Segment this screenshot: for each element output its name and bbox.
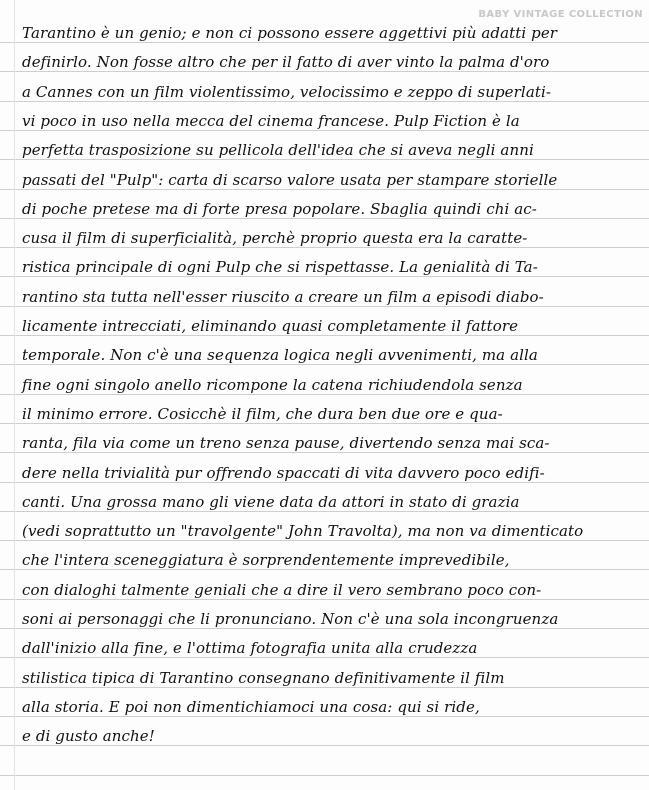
text-line: a Cannes con un film violentissimo, velocissimo e zeppo di superlati- bbox=[22, 83, 552, 101]
text-line: soni ai personaggi che li pronunciano. Non c'è una sola incongruenza bbox=[22, 610, 559, 628]
text-line: canti. Una grossa mano gli viene data da attori in stato di grazia bbox=[22, 493, 520, 511]
text-line: passati del "Pulp": carta di scarso valore usata per stampare storielle bbox=[22, 171, 558, 189]
text-line: cusa il film di superficialità, perchè proprio questa era la caratte- bbox=[22, 229, 528, 247]
text-line: rantino sta tutta nell'esser riuscito a creare un film a episodi diabo- bbox=[22, 288, 544, 306]
text-line: con dialoghi talmente geniali che a dire il vero sembrano poco con- bbox=[22, 581, 542, 599]
text-line: perfetta trasposizione su pellicola dell'idea che si aveva negli anni bbox=[22, 141, 534, 159]
text-line: licamente intrecciati, eliminando quasi completamente il fattore bbox=[22, 317, 519, 335]
text-line: vi poco in uso nella mecca del cinema francese. Pulp Fiction è la bbox=[22, 112, 520, 130]
text-line: ranta, fila via come un treno senza pause, divertendo senza mai sca- bbox=[22, 434, 550, 452]
text-line: che l'intera sceneggiatura è sorprendentemente imprevedibile, bbox=[22, 551, 510, 569]
text-line: Tarantino è un genio; e non ci possono essere aggettivi più adatti per bbox=[22, 24, 558, 42]
text-line: alla storia. E poi non dimentichiamoci una cosa: qui si ride, bbox=[22, 698, 480, 716]
text-line: dall'inizio alla fine, e l'ottima fotografia unita alla crudezza bbox=[22, 639, 478, 657]
text-line: stilistica tipica di Tarantino consegnano definitivamente il film bbox=[22, 669, 505, 687]
text-line: il minimo errore. Cosicchè il film, che dura ben due ore e qua- bbox=[22, 405, 503, 423]
text-line: temporale. Non c'è una sequenza logica negli avvenimenti, ma alla bbox=[22, 346, 538, 364]
text-line: di poche pretese ma di forte presa popolare. Sbaglia quindi chi ac- bbox=[22, 200, 537, 218]
text-line: (vedi soprattutto un "travolgente" John Travolta), ma non va dimenticato bbox=[22, 522, 584, 540]
text-line: fine ogni singolo anello ricompone la catena richiudendola senza bbox=[22, 376, 523, 394]
text-line: e di gusto anche! bbox=[22, 727, 155, 745]
text-line: ristica principale di ogni Pulp che si rispettasse. La genialità di Ta- bbox=[22, 258, 538, 276]
text-line: definirlo. Non fosse altro che per il fatto di aver vinto la palma d'oro bbox=[22, 53, 550, 71]
text-line: dere nella trivialità pur offrendo spaccati di vita davvero poco edifi- bbox=[22, 464, 545, 482]
watermark: BABY VINTAGE COLLECTION bbox=[478, 9, 643, 20]
